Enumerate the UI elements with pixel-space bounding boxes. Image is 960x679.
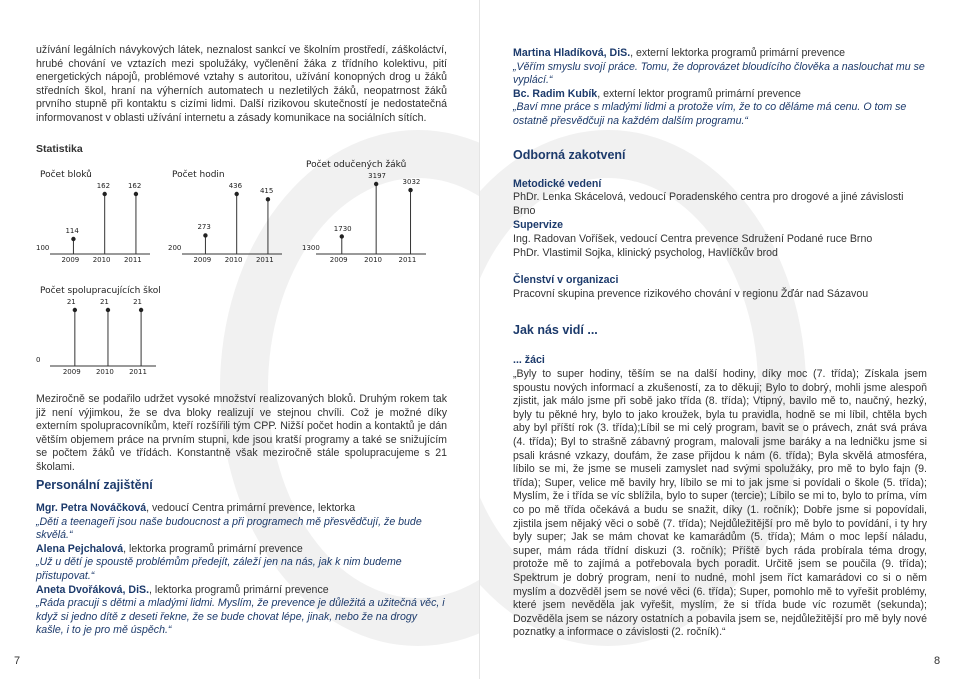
staff-role: , lektorka programů primární prevence [123,542,303,555]
summary-paragraph: Meziročně se podařilo udržet vysoké množství realizovaných bloků. Druhým rokem tak již není výjimkou, že se dva bloky realizují ve stejnou chvíli. Což je možné díky externím spolupracovníkům, kteří rozšířili tým CPP. Nižší počet hodin a kontaktů je dán větším objemem práce na prvním stupni, kde jsou kratší programy a také se snižujícím se počtem žáků ve třídách. Konstantně však meziročně stále spolupracujeme s 21 školami. [36,393,447,473]
x-tick-label: 2011 [129,368,147,376]
page-number-right: 8 [934,655,941,667]
supervision-heading: Supervize [513,219,564,231]
value-label: 21 [99,298,109,306]
data-point [266,197,270,201]
pupils-feedback: „Byly to super hodiny, těším se na další hodiny, díky moc (7. třída); Získala jsem spoustu nových informací a zkušeností, za to děkuji; Bylo to dobrý, mohli jsme alespoň zjistit, jak málo jsme při sobě jako třída (8. třída); Vtipný, bavilo mě to, naučný, hezký, byly tu pěkné hry, bylo to jako kroužek, byla tu pravidla, hodně se mi líbil, chtěla bych aby byl příští rok (3. třída);Líbil se mi celý program, bavit se o právech, znát svá práva (4. třída); Byl to strašně zábavný program, malovali jsme baráky a na ledničku jsme si psali krásné vzkazy, doufám, že zase přijdou k nám (6. třída); Byla skvělá atmosféra, líbilo se mi, že jsme se museli zamyslet nad svými spolužáky, pro mě to bylo fajn (9. třída); Super, velice mě bavily hry, líbilo se mi to jak jsme si povídali o škole (5. třída); Myslím, že i třída se víc sblížila, bylo to super (tercie); Líbilo se mi to, bylo to príma, vím co po mě třída očekává a budu se snažit, díky (1. ročník); Dobře jsme si popovídali, zjistila jsem nějaký věci o sobě (7. třída); Nejdůležitější pro mě bylo to povídání, i ty hry byly super; Jak se mám chovat ke kamarádům (5. třída); Mám o moc lepší náladu, super, mám ráda třídní diskuzi (3. ročník); Příště bych ráda probírala téma drogy, protože mě to zajímá a potřebovala bych poradit. Určitě jsem se poučila (9. třída); Spektrum je dobrý program, není to nudné, mohl jsem říct kamarádovi co si o něm myslím a dozvěděl jsem se nové věci (6. třída); Super, pomohlo mě to vyřešit problémy, které jsem nevěděla jak vyřešit, myslím, že si třída bude víc rozumět (sekunda); Dozvěděla jsem se názory ostatních a pobavila jsem se, nejdůležitější pro mě byly nové poznatky a informace o závislosti (2. ročník).“ [513,368,927,639]
value-label: 1730 [333,224,352,233]
value-label: 162 [96,182,111,190]
staff-quote: „Ráda pracuji s dětmi a mladými lidmi. Myslím, že prevence je důležitá a užitečná věc, i když si jedno dítě z deseti řekne, že se bude chovat lépe, jinak, nebo že na drogy kašle, i to je pro mě úspěch.“ [36,597,445,637]
pupils-heading: ... žáci [513,354,545,366]
x-tick-label: 2010 [95,368,114,376]
staff-quote: „Baví mne práce s mladými lidmi a protože vím, že to co děláme má cenu. O tom se ostatně přesvědčuji na každém dalším programu.“ [513,101,907,127]
data-point [234,192,238,196]
staff-name: Martina Hladíková, DiS. [513,47,631,59]
x-tick-label: 2009 [329,256,348,264]
data-point [102,192,106,196]
staff-role: , lektorka programů primární prevence [149,583,329,596]
baseline-label: 100 [36,244,50,252]
chart-title: Počet hodin [172,170,225,180]
staff-name: Aneta Dvořáková, DiS. [36,583,150,596]
staff-item [36,584,447,598]
chart-blocks [36,168,154,268]
data-point [374,182,378,186]
x-tick-label: 2011 [398,256,417,264]
x-tick-label: 2011 [123,256,142,264]
supervision-line: Ing. Radovan Voříšek, vedoucí Centra prevence Sdružení Podané ruce Brno [513,233,873,245]
value-label: 114 [65,227,79,235]
statistics-heading: Statistika [36,143,83,155]
value-label: 21 [133,298,143,306]
expert-heading: Odborná zakotvení [513,148,626,162]
data-point [71,237,75,241]
data-point [408,188,412,192]
value-label: 21 [66,298,76,306]
baseline-label: 200 [168,244,182,252]
staff-item [513,47,925,61]
data-point [134,192,138,196]
right-page [480,0,960,679]
page-number-left: 7 [14,655,21,667]
baseline-label: 1300 [302,244,320,252]
staff-item [36,543,447,557]
staff-item [513,88,925,102]
baseline-label: 0 [36,356,41,364]
staff-role: , externí lektor programů primární prevence [597,87,801,100]
intro-paragraph: užívání legálních návykových látek, neznalost sankcí ve školním prostředí, záškoláctví, hrubé chování ve vztazích mezi spolužáky, vyčlenění žáka z třídního kolektivu, pití energetických nápojů, problémové vztahy s autoritou, užívání konopných drog u žáků středních škol, hraní na výherních automatech u nezletilých žáků, neopatrnost žáků prvního stupně při kontaktu s cizími lidmi. Další rizikovou skutečností je nedostatečná informovanost v oblasti užívání internetu a zásady komunikace na sociálních sítích. [36,44,447,124]
staff-name: Bc. Radim Kubík [513,87,598,100]
staff-quote: „Už u dětí je spoustě problémům předejít, záleží jen na nás, jak k nim budeme přistupovat.“ [36,556,402,582]
value-label: 162 [127,182,142,190]
staff-quote: „Věřím smyslu svojí práce. Tomu, že doprovázet bloudícího člověka a naslouchat mu se vyplácí.“ [513,60,925,87]
membership-text: Pracovní skupina prevence rizikového chování v regionu Žďár nad Sázavou [513,288,869,300]
supervision-line: PhDr. Vlastimil Sojka, klinický psycholog, Havlíčkův brod [513,247,778,259]
x-tick-label: 2010 [224,256,243,264]
x-tick-label: 2009 [62,368,81,376]
x-tick-label: 2010 [92,256,111,264]
membership-heading: Členství v organizaci [513,274,619,286]
data-point [340,234,344,238]
x-tick-label: 2011 [255,256,274,264]
value-label: 273 [197,223,211,232]
chart-title: Počet bloků [40,170,92,180]
data-point [203,233,207,237]
staff-role: , vedoucí Centra primární prevence, lektorka [146,502,356,514]
value-label: 3032 [402,178,421,187]
staff-item [36,502,447,516]
x-tick-label: 2010 [364,256,382,264]
chart-svg [302,158,430,268]
personnel-heading: Personální zajištění [36,478,153,492]
value-label: 415 [259,187,274,196]
staff-name: Alena Pejchalová [36,542,124,555]
x-tick-label: 2009 [61,256,80,264]
data-point [139,308,143,312]
chart-hours [168,168,286,268]
staff-list-left [36,502,447,638]
x-tick-label: 2009 [193,256,212,264]
staff-list-right [513,47,925,129]
data-point [106,308,110,312]
value-label: 3197 [368,172,386,180]
staff-role: , externí lektorka programů primární prevence [630,47,846,59]
chart-title: Počet odučených žáků [306,160,407,170]
chart-title: Počet spolupracujících škol [40,286,161,296]
how-heading: Jak nás vidí ... [513,323,598,337]
chart-schools [36,284,160,380]
staff-quote: „Děti a teenageři jsou naše budoucnost a při programech mě přesvědčují, že bude skvělá.“ [36,515,422,542]
staff-name: Mgr. Petra Nováčková [36,502,147,514]
value-label: 436 [228,182,243,190]
methodical-text: PhDr. Lenka Skácelová, vedoucí Poradenského centra pro drogové a jiné závislosti Brno [513,191,904,217]
chart-pupils [302,158,430,268]
chart-svg [168,168,286,268]
methodical-heading: Metodické vedení [513,178,602,190]
data-point [73,308,77,312]
